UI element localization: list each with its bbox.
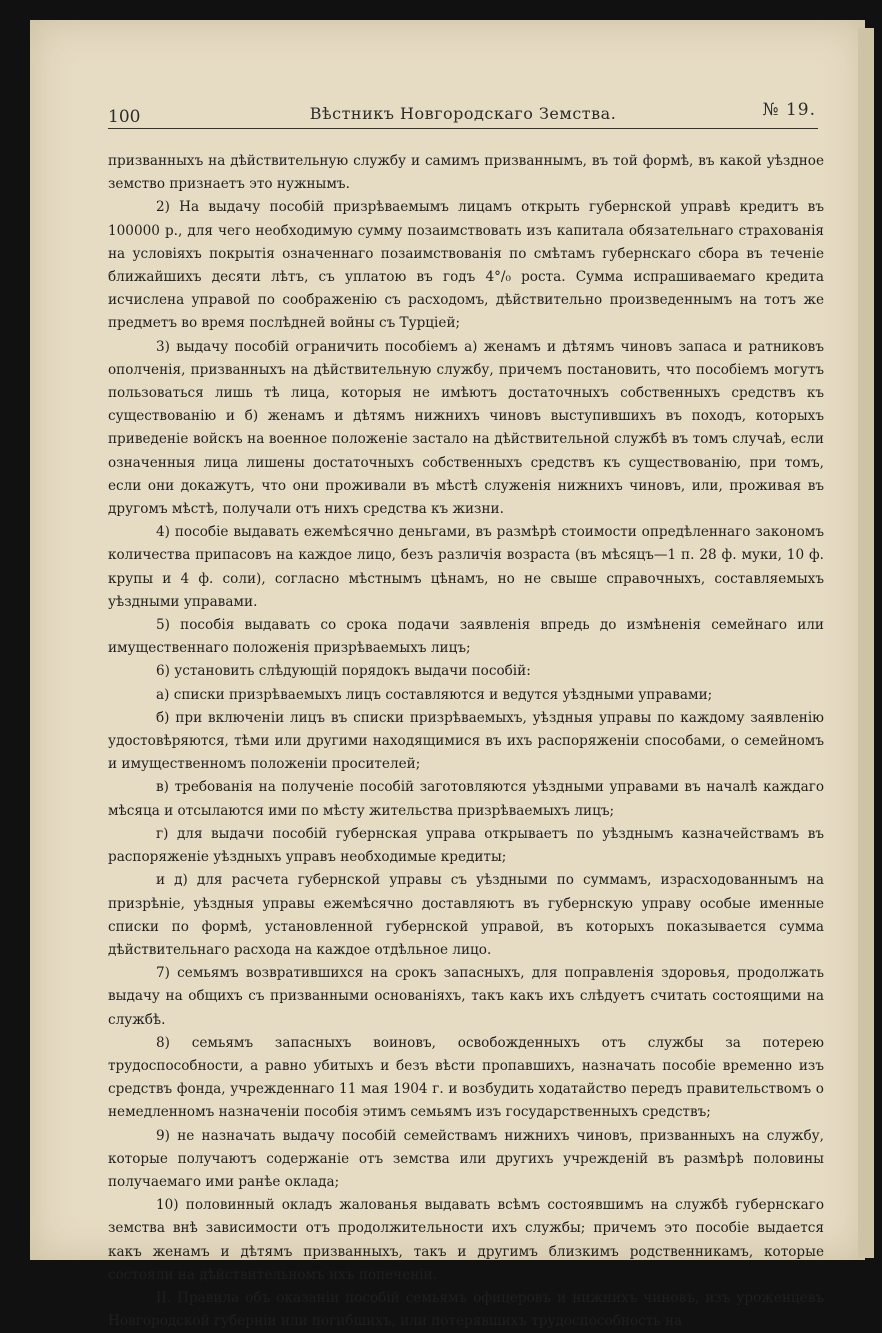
paragraph-item-6g: г) для выдачи пособій губернская управа открываетъ по уѣзднымъ казначействамъ въ распоряженіе уѣздныхъ управъ необходимые кредиты; [108,825,824,866]
paragraph-item-4: 4) пособіе выдавать ежемѣсячно деньгами, въ размѣрѣ стоимости опредѣленнаго закономъ количества припасовъ на каждое лицо, безъ различія возраста (въ мѣсяцъ—1 п. 28 ф. муки, 10 ф. крупы и 4 ф. соли), согласно мѣстнымъ цѣнамъ, но не свыше справочныхъ, составляемыхъ уѣздными управами. [108,524,824,610]
paragraph-item-6b: б) при включеніи лицъ въ списки призрѣваемыхъ, уѣздныя управы по каждому заявленію удостовѣряются, тѣми или другими находящимися въ ихъ распоряженіи способами, о семейномъ и имущественномъ положеніи просителей; [108,709,824,773]
page-header [108,98,818,129]
issue-number: № 19. [762,100,816,120]
paragraph-item-9: 9) не назначать выдачу пособій семействамъ нижнихъ чиновъ, призванныхъ на службу, которые получаютъ содержаніе отъ земства или другихъ учрежденій въ размѣрѣ половины получаемаго ими ранѣе оклада; [108,1127,824,1190]
paragraph-item-6v: в) требованія на полученіе пособій заготовляются уѣздными управами въ началѣ каждаго мѣсяца и отсылаются ими по мѣсту жительства призрѣваемыхъ лицъ; [108,779,824,819]
journal-title: Вѣстникъ Новгородскаго Земства. [309,104,617,123]
paragraph-item-6: 6) установить слѣдующій порядокъ выдачи пособій: [156,663,531,680]
paragraph-section-II: II. Правила объ оказаніи пособій семьямъ офицеровъ и нижнихъ чиновъ, изъ уроженцевъ Новгородской губерніи или погибшихъ, или потерявшихъ трудоспособность на [108,1289,824,1330]
paragraph-item-3: 3) выдачу пособій ограничить пособіемъ а) женамъ и дѣтямъ чиновъ запаса и ратниковъ ополченія, призванныхъ на дѣйствительную службу, причемъ постановить, что пособіемъ могутъ пользоваться лишь тѣ лица, которыя не имѣютъ достаточныхъ собственныхъ средствъ къ существованію и б) женамъ и дѣтямъ нижнихъ чиновъ выступившихъ въ походъ, которыхъ приведеніе войскъ на военное положеніе застало на дѣйствительной службѣ въ томъ случаѣ, если означенныя лица лишены достаточныхъ собственныхъ средствъ къ существованію, при томъ, если они докажутъ, что они проживали въ мѣстѣ служенія нижнихъ чиновъ, или, проживая въ другомъ мѣстѣ, получали отъ нихъ средства къ жизни. [108,338,824,518]
paragraph-item-8: 8) семьямъ запасныхъ воиновъ, освобожденныхъ отъ службы за потерею трудоспособности, а равно убитыхъ и безъ вѣсти пропавшихъ, назначать пособіе временно изъ средствъ фонда, учрежденнаго 11 мая 1904 г. и возбудить ходатайство передъ правительствомъ о немедленномъ назначеніи пособія этимъ семьямъ изъ государственныхъ средствъ; [108,1034,824,1121]
page-number: 100 [108,107,141,127]
adjacent-page-edge [858,28,874,1258]
paragraph-item-6d: и д) для расчета губернской управы съ уѣздными по суммамъ, израсходованнымъ на призрѣніе, уѣздныя управы ежемѣсячно доставляютъ въ губернскую управу особые именные списки по формѣ, установленной губернской управой, въ которыхъ показывается сумма дѣйствительнаго расхода на каждое отдѣльное лицо. [108,872,824,958]
paragraph-item-10: 10) половинный окладъ жалованья выдавать всѣмъ состоявшимъ на службѣ губернскаго земства внѣ зависимости отъ продолжительности ихъ службы; причемъ это пособіе выдается какъ женамъ и дѣтямъ призванныхъ, такъ и другимъ близкимъ родственникамъ, которые состояли на дѣйствительномъ ихъ попеченіи. [108,1197,824,1283]
paragraph-item-6a: а) списки призрѣваемыхъ лицъ составляются и ведутся уѣздными управами; [156,686,713,703]
paragraph-item-7: 7) семьямъ возвратившихся на срокъ запасныхъ, для поправленія здоровья, продолжать выдачу на общихъ съ призванными основаніяхъ, такъ какъ ихъ слѣдуетъ считать состоящими на службѣ. [108,965,824,1028]
paragraph-item-5: 5) пособія выдавать со срока подачи заявленія впредь до измѣненія семейнаго или имущественнаго положенія призрѣваемыхъ лицъ; [108,617,824,657]
paragraph-item-2: 2) На выдачу пособій призрѣваемымъ лицамъ открыть губернской управѣ кредитъ въ 100000 р., для чего необходимую сумму позаимствовать изъ капитала обязательнаго страхованія на условіяхъ покрытія означеннаго позаимствованія по смѣтамъ губернскаго сбора въ теченіе ближайшихъ десяти лѣтъ, съ уплатою въ годъ 4°/₀ роста. Сумма испрашиваемаго кредита исчислена управой по соображенію съ расходомъ, дѣйствительно произведеннымъ на тотъ же предметъ во время послѣдней войны съ Турціей; [108,199,824,332]
article-body [108,150,824,1333]
paragraph-continuation: призванныхъ на дѣйствительную службу и самимъ призваннымъ, въ той формѣ, въ какой уѣздное земство признаетъ это нужнымъ. [108,153,824,193]
